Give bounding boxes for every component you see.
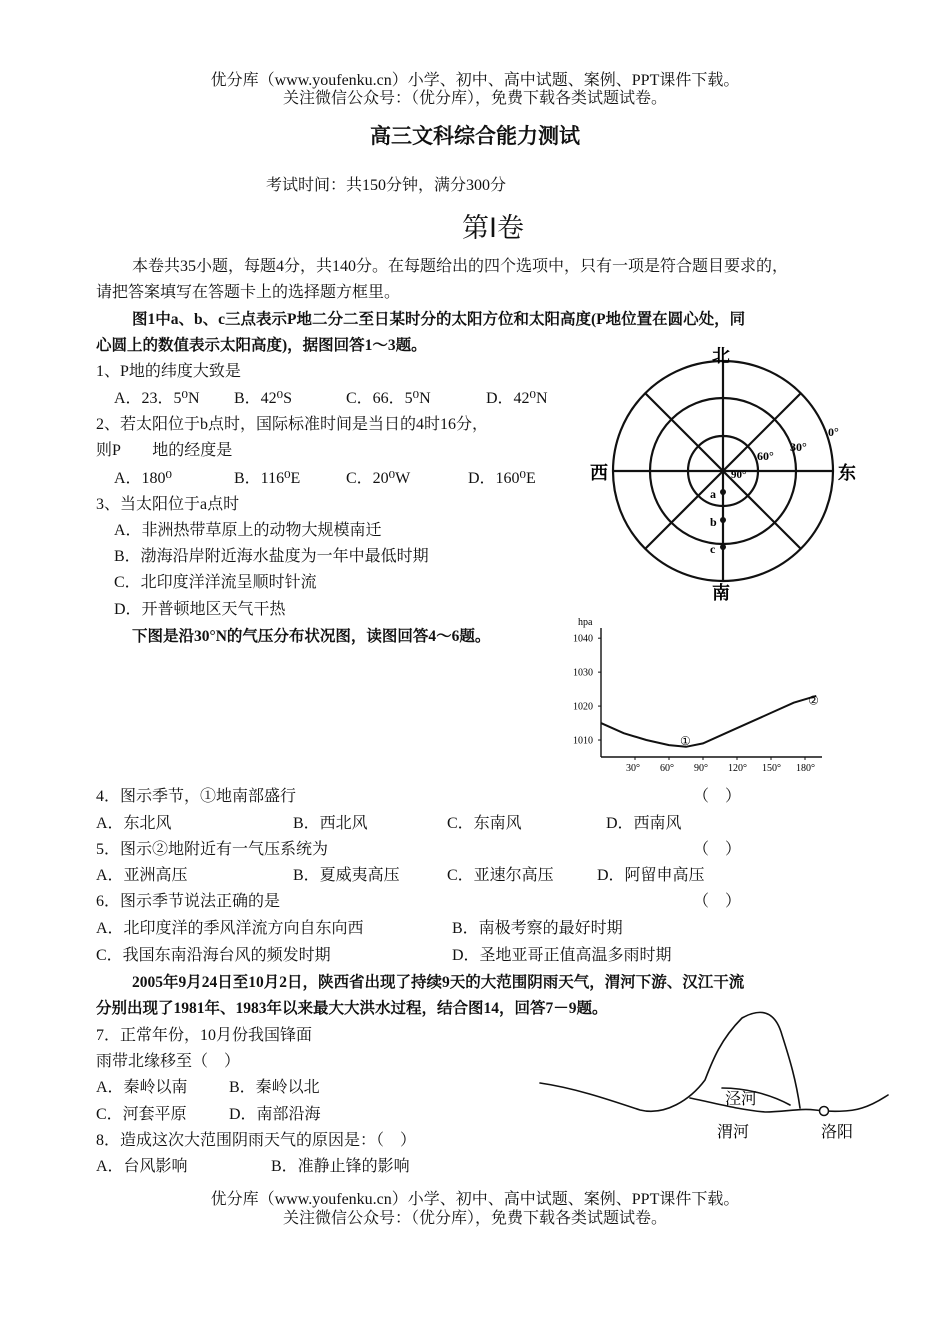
diagonal-nw-se — [645, 393, 801, 549]
q7-line-2: 雨带北缘移至（ ） — [96, 1053, 241, 1070]
point-a-label: a — [710, 487, 716, 501]
q4-bracket[interactable]: （ ） — [693, 788, 742, 805]
x-tick-label: 30° — [626, 763, 640, 774]
altitude-label-90: 90° — [731, 469, 747, 481]
q5-option-b[interactable]: B．夏威夷高压 — [293, 867, 400, 884]
q5-text: 5．图示②地附近有一气压系统为 — [96, 841, 329, 858]
stem3-line-2: 分别出现了1981年、1983年以来最大大洪水过程，结合图14，回答7－9题。 — [96, 1000, 608, 1017]
altitude-label-0: 0° — [828, 425, 839, 439]
exam-info: 考试时间：共150分钟，满分300分 — [266, 177, 507, 194]
q7-option-a[interactable]: A．秦岭以南 — [96, 1079, 188, 1096]
y-tick-label: 1040 — [573, 633, 593, 645]
q1-option-a[interactable]: A．23．5⁰N — [114, 390, 200, 407]
q6-option-a[interactable]: A．北印度洋的季风洋流方向自东向西 — [96, 920, 364, 937]
direction-south: 南 — [712, 583, 730, 603]
q7-option-b[interactable]: B．秦岭以北 — [229, 1079, 320, 1096]
intro-line-2: 请把答案填写在答题卡上的选择题方框里。 — [96, 284, 401, 301]
q3-option-b[interactable]: B．渤海沿岸附近海水盐度为一年中最低时期 — [114, 548, 429, 565]
q3-option-a[interactable]: A．非洲热带草原上的动物大规模南迁 — [114, 522, 382, 539]
label-weihe: 渭河 — [717, 1124, 750, 1141]
point-c-marker — [720, 544, 726, 550]
altitude-label-30: 30° — [790, 440, 807, 454]
pressure-series-line — [601, 696, 816, 747]
q2-option-c[interactable]: C．20⁰W — [346, 470, 411, 487]
altitude-ring-0 — [613, 361, 833, 581]
q4-option-d[interactable]: D．西南风 — [606, 815, 682, 832]
q3-option-c[interactable]: C．北印度洋洋流呈顺时针流 — [114, 574, 317, 591]
q4-text: 4．图示季节，①地南部盛行 — [96, 788, 297, 805]
q1-option-d[interactable]: D．42⁰N — [486, 390, 548, 407]
y-tick-label: 1020 — [573, 701, 593, 713]
q2-line-2: 则P 地的经度是 — [96, 442, 233, 459]
altitude-ring-60 — [688, 436, 758, 506]
q6-option-b[interactable]: B．南极考察的最好时期 — [452, 920, 623, 937]
header-line-1: 优分库（www.youfenku.cn）小学、初中、高中试题、案例、PPT课件下载。 — [210, 72, 740, 89]
footer-line-1: 优分库（www.youfenku.cn）小学、初中、高中试题、案例、PPT课件下载。 — [210, 1191, 740, 1208]
direction-east: 东 — [838, 463, 856, 483]
q2-option-b[interactable]: B．116⁰E — [234, 470, 301, 487]
yellow-river-line — [540, 1012, 800, 1111]
q2-option-d[interactable]: D．160⁰E — [468, 470, 536, 487]
q4-option-c[interactable]: C．东南风 — [447, 815, 522, 832]
q5-option-c[interactable]: C．亚速尔高压 — [447, 867, 554, 884]
q8-option-b[interactable]: B．准静止锋的影响 — [271, 1158, 410, 1175]
q6-option-c[interactable]: C．我国东南沿海台风的频发时期 — [96, 947, 331, 964]
q7-option-d[interactable]: D．南部沿海 — [229, 1106, 321, 1123]
part-title: 第Ⅰ卷 — [462, 213, 524, 244]
q1-text: 1、P地的纬度大致是 — [96, 363, 241, 380]
intro-line-1: 本卷共35小题，每题4分，共140分。在每题给出的四个选项中，只有一项是符合题目要求的， — [132, 258, 789, 275]
altitude-ring-30 — [650, 398, 796, 544]
x-tick-label: 120° — [728, 763, 747, 774]
luoyang-marker — [820, 1107, 829, 1116]
point-a-marker — [720, 489, 726, 495]
q3-option-d[interactable]: D．开普顿地区天气干热 — [114, 601, 286, 618]
annotation-2: ② — [808, 693, 819, 708]
altitude-label-60: 60° — [757, 449, 774, 463]
stem1-line-1: 图1中a、b、c三点表示P地二分二至日某时分的太阳方位和太阳高度(P地位置在圆心处，同 — [132, 311, 746, 328]
y-tick-label: 1030 — [573, 667, 593, 679]
label-jinghe: 泾河 — [725, 1091, 758, 1108]
q1-option-b[interactable]: B．42⁰S — [234, 390, 292, 407]
q3-text: 3、当太阳位于a点时 — [96, 496, 240, 513]
q1-option-c[interactable]: C．66．5⁰N — [346, 390, 431, 407]
annotation-1: ① — [680, 734, 691, 749]
q4-option-b[interactable]: B．西北风 — [293, 815, 368, 832]
q6-option-d[interactable]: D．圣地亚哥正值高温多雨时期 — [452, 947, 672, 964]
q5-bracket[interactable]: （ ） — [693, 841, 742, 858]
label-luoyang: 洛阳 — [821, 1124, 854, 1141]
jinghe-line — [722, 1088, 790, 1105]
q7-option-c[interactable]: C．河套平原 — [96, 1106, 187, 1123]
diagonal-ne-sw — [645, 393, 801, 549]
q2-option-a[interactable]: A．180⁰ — [114, 470, 172, 487]
x-tick-label: 90° — [694, 763, 708, 774]
q6-text: 6．图示季节说法正确的是 — [96, 893, 281, 910]
q8-text: 8．造成这次大范围阴雨天气的原因是：（ ） — [96, 1132, 417, 1149]
point-b-label: b — [710, 515, 717, 529]
q8-option-a[interactable]: A．台风影响 — [96, 1158, 188, 1175]
point-c-label: c — [710, 542, 716, 556]
page-title: 高三文科综合能力测试 — [370, 124, 580, 148]
x-tick-label: 60° — [660, 763, 674, 774]
header-line-2: 关注微信公众号：（优分库），免费下载各类试题试卷。 — [282, 90, 667, 107]
stem2: 下图是沿30°N的气压分布状况图，读图回答4～6题。 — [132, 628, 491, 645]
direction-north: 北 — [712, 346, 730, 366]
stem3-line-1: 2005年9月24日至10月2日，陕西省出现了持续9天的大范围阴雨天气，渭河下游、汉江干流 — [132, 974, 745, 991]
q6-bracket[interactable]: （ ） — [693, 893, 742, 910]
q5-option-d[interactable]: D．阿留申高压 — [597, 867, 705, 884]
q4-option-a[interactable]: A．东北风 — [96, 815, 172, 832]
point-b-marker — [720, 517, 726, 523]
y-tick-label: 1010 — [573, 735, 593, 747]
x-tick-label: 150° — [762, 763, 781, 774]
q5-option-a[interactable]: A．亚洲高压 — [96, 867, 188, 884]
direction-west: 西 — [590, 463, 608, 483]
footer-line-2: 关注微信公众号：（优分库），免费下载各类试题试卷。 — [282, 1210, 667, 1227]
x-tick-label: 180° — [796, 763, 815, 774]
stem1-line-2: 心圆上的数值表示太阳高度)，据图回答1～3题。 — [96, 337, 427, 354]
q2-line-1: 2、若太阳位于b点时，国际标准时间是当日的4时16分， — [96, 416, 489, 433]
q7-line-1: 7．正常年份，10月份我国锋面 — [96, 1027, 313, 1044]
y-axis-label: hpa — [578, 617, 593, 628]
weihe-line — [690, 1095, 888, 1112]
